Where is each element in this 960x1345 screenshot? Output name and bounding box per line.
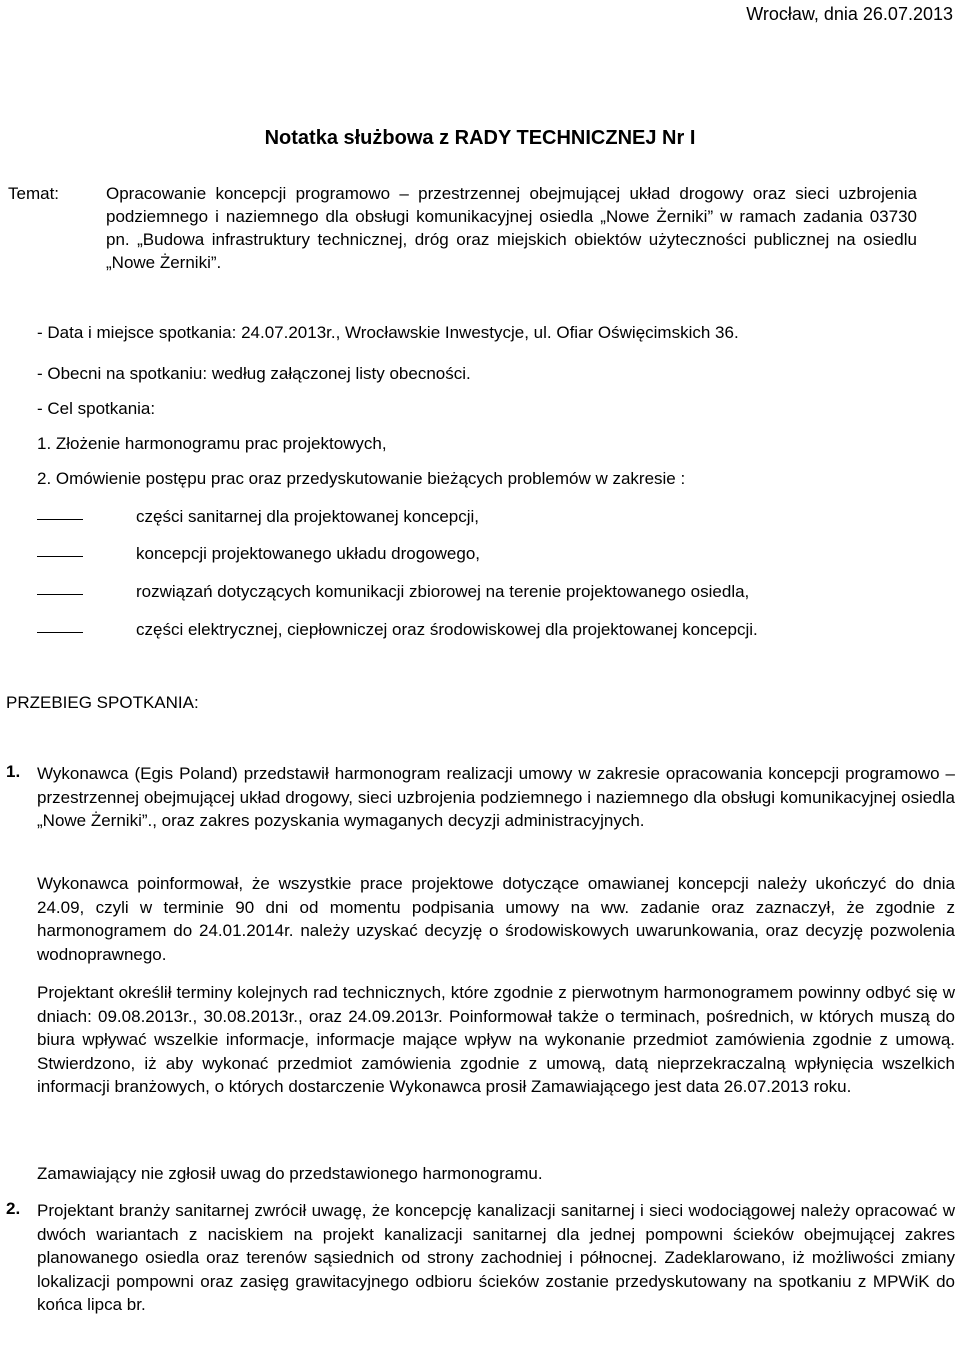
scope-item-text: rozwiązań dotyczących komunikacji zbiorowej na terenie projektowanego osiedla, <box>136 582 750 601</box>
item-2-paragraph-1: Projektant branży sanitarnej zwrócił uwagę, że koncepcję kanalizacji sanitarnej i sieci wodociągowej należy opracować w dwóch wariantach z naciskiem na projekt kanalizacji sanitarnej dla jednej pompowni ścieków obejmującej zakres planowanego osiedla oraz terenów sąsiednich od strony zachodniej i północnej. Zadeklarowano, iż możliwości zmiany lokalizacji pompowni oraz zasięg grawitacyjnego odbioru ścieków zostanie przedyskutowany na spotkaniu z MPWiK do końca lipca br. <box>37 1201 955 1315</box>
meeting-goal-label: - Cel spotkania: <box>37 399 156 418</box>
item-1-paragraph-2: Wykonawca poinformował, że wszystkie prace projektowe dotyczące omawianej koncepcji należy ukończyć do dnia 24.09, czyli w terminie 90 dni od momentu podpisania umowy na ww. zadanie oraz zaznaczył, że zgodnie z harmonogramem do 24.01.2014r. należy uzyskać decyzję o środowiskowych uwarunkowania, oraz decyzję pozwolenia wodnoprawnego. <box>37 874 955 964</box>
document-date: Wrocław, dnia 26.07.2013 <box>746 4 953 24</box>
item-number: 1. <box>6 762 21 781</box>
document-title: Notatka służbowa z RADY TECHNICZNEJ Nr I <box>264 127 696 149</box>
scope-item-text: części elektrycznej, ciepłowniczej oraz środowiskowej dla projektowanej koncepcji. <box>136 620 758 639</box>
meeting-goal-2: 2. Omówienie postępu prac oraz przedyskutowanie bieżących problemów w zakresie : <box>37 469 686 488</box>
dash-bullet <box>37 556 83 557</box>
meeting-attendees: - Obecni na spotkaniu: według załączonej listy obecności. <box>37 364 471 383</box>
subject-label: Temat: <box>8 184 60 203</box>
item-number: 2. <box>6 1199 21 1218</box>
dash-bullet <box>37 519 83 520</box>
meeting-goal-1: 1. Złożenie harmonogramu prac projektowych, <box>37 434 387 453</box>
dash-bullet <box>37 594 83 595</box>
item-1-paragraph-4: Zamawiający nie zgłosił uwag do przedstawionego harmonogramu. <box>37 1164 543 1183</box>
scope-item-text: części sanitarnej dla projektowanej koncepcji, <box>136 507 480 526</box>
subject-text: Opracowanie koncepcji programowo – przestrzennej obejmującej układ drogowy oraz sieci uzbrojenia podziemnego i naziemnego dla obsługi komunikacyjnej osiedla „Nowe Żerniki” w ramach zadania 03730 pn. „Budowa infrastruktury technicznej, dróg oraz miejskich obiektów użyteczności publicznej na osiedlu „Nowe Żerniki”. <box>106 184 917 272</box>
meeting-date-place: - Data i miejsce spotkania: 24.07.2013r., Wrocławskie Inwestycje, ul. Ofiar Oświęcimskich 36. <box>37 323 739 342</box>
course-heading: PRZEBIEG SPOTKANIA: <box>6 693 199 712</box>
item-1-paragraph-3: Projektant określił terminy kolejnych rad technicznych, które zgodnie z pierwotnym harmonogramem powinny odbyć się w dniach: 09.08.2013r., 30.08.2013r., oraz 24.09.2013r. Poinformował także o terminach, pośrednich, w których muszą do biura wpływać wszelkie informacje, informacje mające wpływ na wykonanie przedmiot zamówienia zgodnie z umową. Stwierdzono, iż aby wykonać przedmiot zamówienia zgodnie z umową, datą nieprzekraczalną wpłynięcia wszelkich informacji branżowych, o których dostarczenie Wykonawca prosił Zamawiającego jest data 26.07.2013 roku. <box>37 983 955 1097</box>
item-1-paragraph-1: Wykonawca (Egis Poland) przedstawił harmonogram realizacji umowy w zakresie opracowania koncepcji programowo – przestrzennej obejmującej układ drogowy, sieci uzbrojenia podziemnego i naziemnego dla obsługi komunikacyjnej osiedla „Nowe Żerniki”., oraz zakres pozyskania wymaganych decyzji administracyjnych. <box>37 764 955 831</box>
scope-item-text: koncepcji projektowanego układu drogowego, <box>136 544 481 563</box>
dash-bullet <box>37 632 83 633</box>
